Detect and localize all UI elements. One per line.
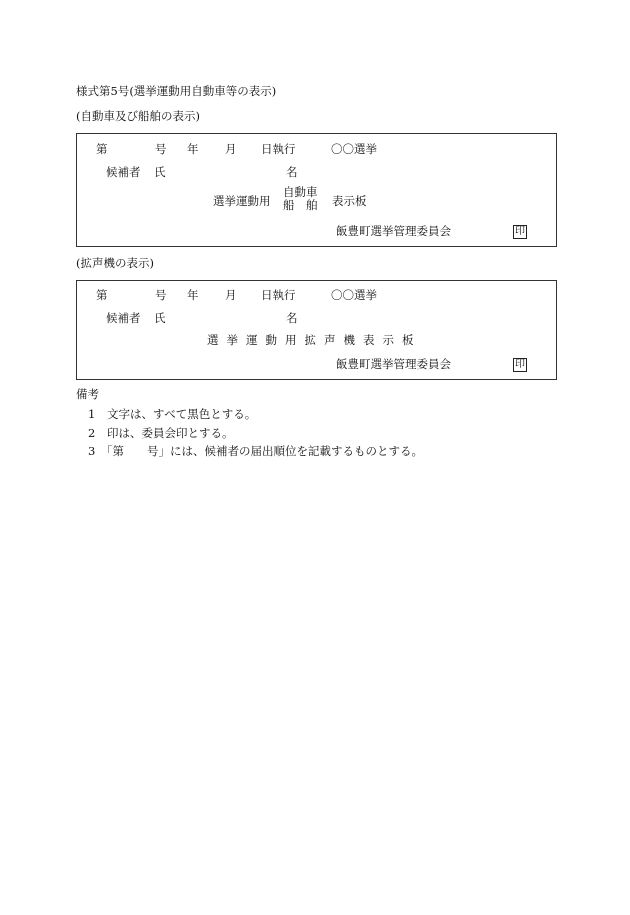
vehicle-type-stack bbox=[283, 186, 318, 212]
shi-label: 氏 bbox=[154, 165, 166, 179]
section1-heading: (自動車及び船舶の表示) bbox=[76, 109, 200, 123]
note-number: 2 bbox=[88, 426, 96, 440]
sign-text: 選挙運動用拡声機表示板 bbox=[207, 333, 422, 347]
sign-label: 表示板 bbox=[332, 194, 367, 208]
candidate-label: 候補者 bbox=[106, 311, 141, 325]
vehicle-sign-box bbox=[76, 133, 557, 247]
note-text: 「第 号」には、候補者の届出順位を記載するものとする。 bbox=[101, 444, 423, 458]
vehicle-line1: 自動車 bbox=[283, 185, 318, 199]
note-text: 文字は、すべて黒色とする。 bbox=[107, 407, 257, 421]
nen-label: 年 bbox=[187, 288, 199, 302]
election-name: 〇〇選挙 bbox=[331, 288, 377, 302]
election-name: 〇〇選挙 bbox=[331, 142, 377, 156]
section2-heading: (拡声機の表示) bbox=[76, 256, 154, 270]
committee-name: 飯豊町選挙管理委員会 bbox=[336, 224, 451, 238]
use-label: 選挙運動用 bbox=[213, 194, 271, 208]
vehicle-line2: 船 舶 bbox=[283, 198, 318, 212]
note-number: 3 bbox=[88, 444, 96, 458]
go-label: 号 bbox=[155, 142, 167, 156]
shi-label: 氏 bbox=[154, 311, 166, 325]
mei-label: 名 bbox=[286, 165, 298, 179]
seal-stamp: 印 bbox=[515, 359, 525, 370]
nen-label: 年 bbox=[187, 142, 199, 156]
notes-heading: 備考 bbox=[76, 387, 99, 401]
dai-label: 第 bbox=[96, 288, 108, 302]
hi-shikko-label: 日執行 bbox=[261, 142, 296, 156]
seal-stamp: 印 bbox=[515, 226, 525, 237]
note-number: 1 bbox=[88, 407, 96, 421]
tsuki-label: 月 bbox=[225, 288, 237, 302]
mei-label: 名 bbox=[286, 311, 298, 325]
tsuki-label: 月 bbox=[225, 142, 237, 156]
form-title: 様式第5号(選挙運動用自動車等の表示) bbox=[76, 84, 277, 98]
hi-shikko-label: 日執行 bbox=[261, 288, 296, 302]
go-label: 号 bbox=[155, 288, 167, 302]
committee-name: 飯豊町選挙管理委員会 bbox=[336, 357, 451, 371]
note-text: 印は、委員会印とする。 bbox=[107, 426, 234, 440]
dai-label: 第 bbox=[96, 142, 108, 156]
loudspeaker-sign-box bbox=[76, 280, 557, 380]
candidate-label: 候補者 bbox=[106, 165, 141, 179]
